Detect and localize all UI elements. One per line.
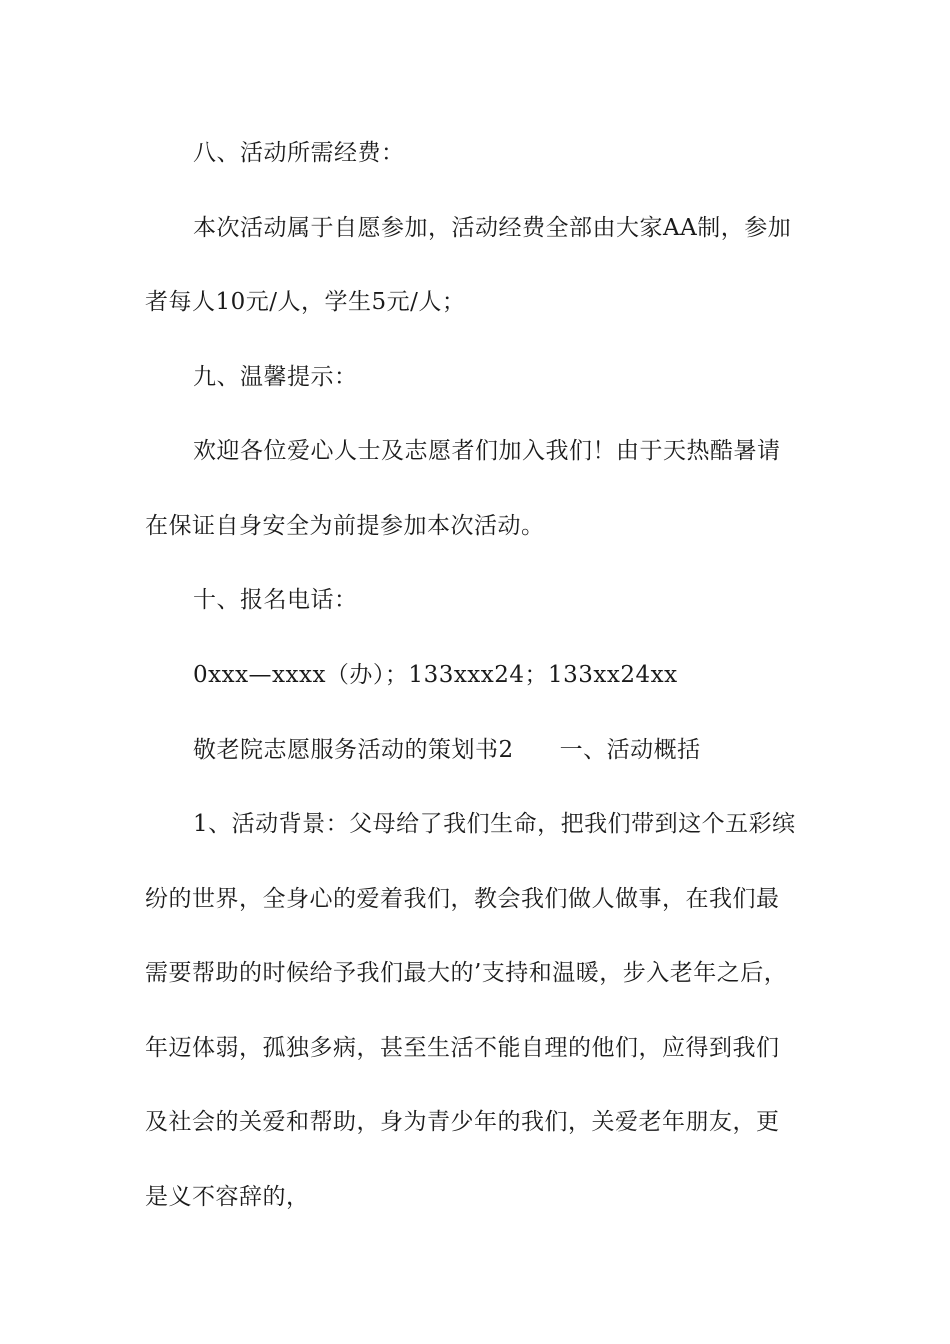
document-subtitle-line [193, 735, 701, 765]
paragraph-line: 及社会的关爱和帮助，身为青少年的我们，关爱老年朋友，更 [145, 1109, 780, 1135]
paragraph-line: 本次活动属于自愿参加，活动经费全部由大家AA制，参加 [193, 215, 792, 241]
section-heading-tips: 九、温馨提示： [193, 364, 358, 390]
paragraph-line: 1、活动背景：父母给了我们生命，把我们带到这个五彩缤 [193, 811, 796, 837]
phone-numbers: 0xxx—xxxx（办）；133xxx24；133xx24xx [193, 662, 678, 688]
paragraph-line: 在保证自身安全为前提参加本次活动。 [145, 513, 545, 539]
paragraph-line: 纷的世界，全身心的爱着我们，教会我们做人做事，在我们最 [145, 886, 780, 912]
section-heading-funding: 八、活动所需经费： [193, 140, 405, 166]
paragraph-line: 者每人10元/人，学生5元/人； [145, 289, 466, 315]
document-subtitle: 敬老院志愿服务活动的策划书2 [193, 737, 514, 763]
section-heading-phone: 十、报名电话： [193, 587, 358, 613]
paragraph-line: 是义不容辞的， [145, 1184, 310, 1210]
section-heading-overview: 一、活动概括 [559, 737, 701, 763]
paragraph-line: 年迈体弱，孤独多病，甚至生活不能自理的他们，应得到我们 [145, 1035, 780, 1061]
paragraph-line: 需要帮助的时候给予我们最大的’支持和温暖，步入老年之后， [145, 960, 788, 986]
paragraph-line: 欢迎各位爱心人士及志愿者们加入我们！由于天热酷暑请 [193, 438, 781, 464]
